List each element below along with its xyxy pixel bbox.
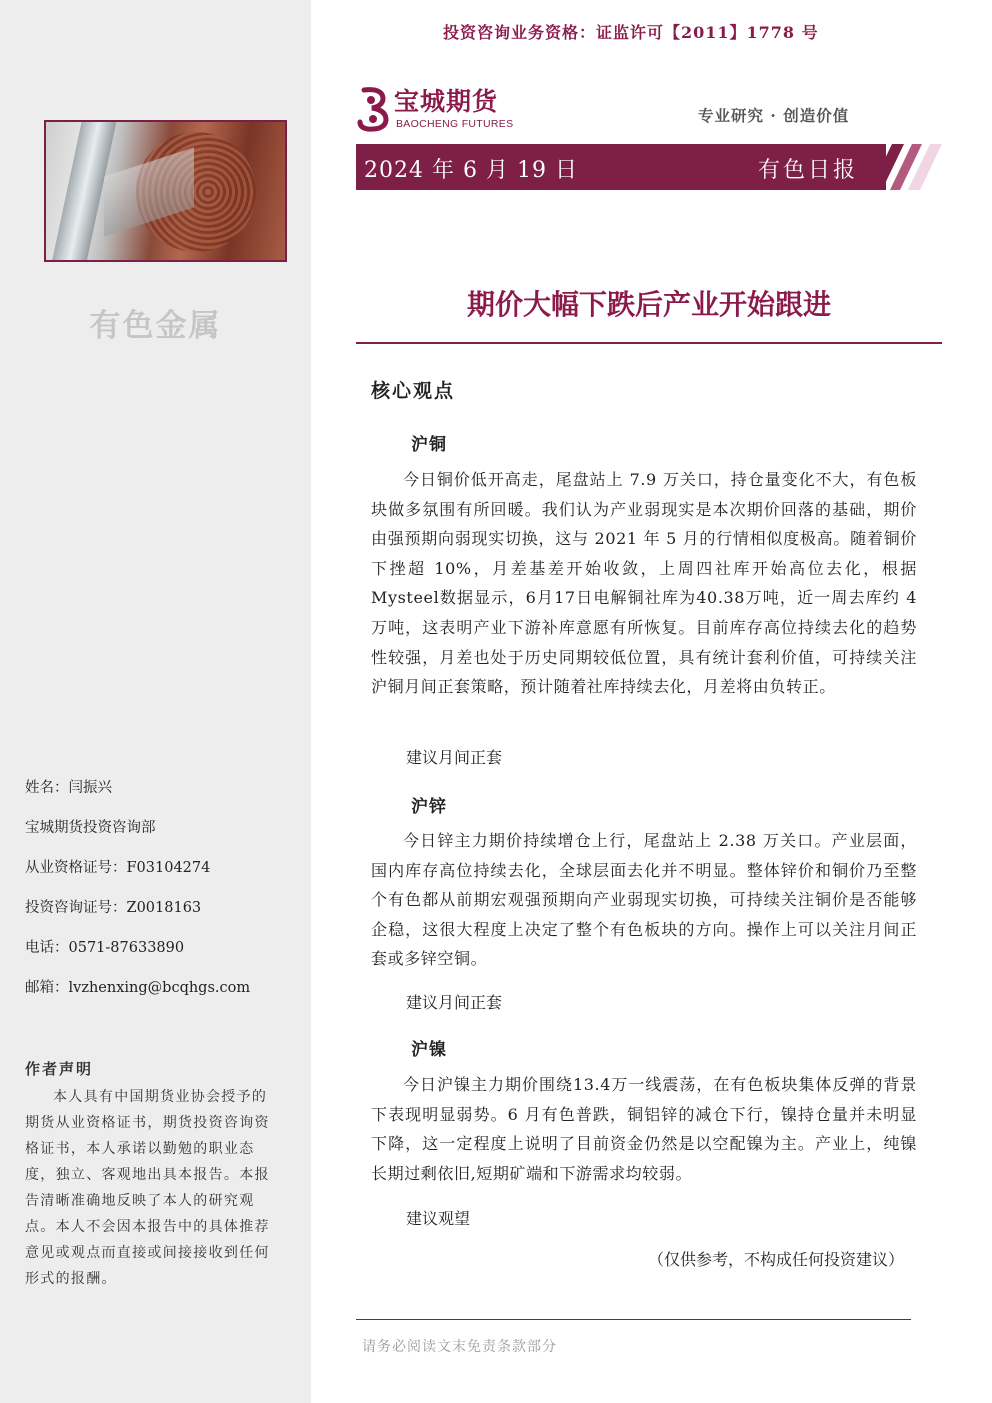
slogan: 专业研究 · 创造价值 xyxy=(698,106,850,125)
item-body-copper: 今日铜价低开高走，尾盘站上 7.9 万关口，持仓量变化不大，有色板块做多氛围有所回暖。我们认为产业弱现实是本次期价回落的基础，期价由强预期向弱现实切换，这与 2021 年 5 月的行情相似度极高。随着铜价下挫超 10%，月差基差开始收敛，上周四社库开始高位去化，根据Mysteel数据显示，6月17日电解铜社库为40.38万吨，近一周去库约 4 万吨，这表明产业下游补库意愿有所恢复。目前库存高位持续去化的趋势性较强，月差也处于历史同期较低位置，具有统计套利价值，可持续关注沪铜月间正套策略，预计随着社库持续去化，月差将由负转正。 xyxy=(371,470,917,697)
logo-mark-icon xyxy=(356,86,392,132)
item-body-zinc: 今日锌主力期价持续增仓上行，尾盘站上 2.38 万关口。产业层面，国内库存高位持续去化，全球层面去化并不明显。整体锌价和铜价乃至整个有色都从前期宏观强预期向产业弱现实切换，可持续关注铜价是否能够企稳，这很大程度上决定了整个有色板块的方向。操作上可以关注月间正套或多锌空铜。 xyxy=(371,831,917,969)
declaration-body: 本人具有中国期货业协会授予的期货从业资格证书，期货投资咨询资格证书，本人承诺以勤勉的职业态度，独立、客观地出具本报告。本报告清晰准确地反映了本人的研究观点。本人不会因本报告中的具体推荐意见或观点而直接或间接接收到任何形式的报酬。 xyxy=(25,1089,270,1287)
author-email: 邮箱：lvzhenxing@bcqhgs.com xyxy=(25,980,251,996)
author-phone: 电话：0571-87633890 xyxy=(25,940,185,956)
disclaimer: （仅供参考，不构成任何投资建议） xyxy=(648,1250,905,1269)
item-title-copper: 沪铜 xyxy=(411,435,447,455)
declaration-title: 作者声明 xyxy=(25,1060,94,1078)
sidebar xyxy=(0,0,311,1403)
item-title-nickel: 沪镍 xyxy=(411,1040,447,1060)
report-date: 2024 年 6 月 19 日 xyxy=(364,158,578,183)
item-body-nickel: 今日沪镍主力期价围绕13.4万一线震荡，在有色板块集体反弹的背景下表现明显弱势。6 月有色普跌，铜铝锌的减仓下行，镍持仓量并未明显下降，这一定程度上说明了目前资金仍然是以空配镍为主。产业上，纯镍长期过剩依旧,短期矿端和下游需求均较弱。 xyxy=(371,1075,917,1183)
banner-stripes-decoration xyxy=(856,144,942,190)
author-info xyxy=(25,778,250,1018)
date-banner xyxy=(356,144,942,190)
author-consult-cert: 投资咨询证号：Z0018163 xyxy=(25,900,202,916)
author-name: 姓名：闫振兴 xyxy=(25,780,112,796)
logo-text-en: BAOCHENG FUTURES xyxy=(396,118,514,130)
item-advice-nickel: 建议观望 xyxy=(406,1209,471,1228)
company-logo xyxy=(356,86,526,132)
item-advice-zinc: 建议月间正套 xyxy=(406,993,503,1012)
item-advice-copper: 建议月间正套 xyxy=(406,748,503,767)
section-title: 核心观点 xyxy=(371,380,456,402)
report-type: 有色日报 xyxy=(758,158,859,183)
footer-note: 请务必阅读文末免责条款部分 xyxy=(362,1339,557,1355)
license-notice: 投资咨询业务资格：证监许可【2011】1778 号 xyxy=(443,23,819,42)
category-title: 有色金属 xyxy=(89,308,222,344)
logo-text-cn: 宝城期货 xyxy=(394,87,499,116)
report-title: 期价大幅下跌后产业开始跟进 xyxy=(466,288,831,321)
title-divider xyxy=(356,342,942,344)
footer-divider xyxy=(356,1319,911,1320)
author-dept: 宝城期货投资咨询部 xyxy=(25,820,156,836)
author-qualification: 从业资格证号：F03104274 xyxy=(25,860,211,876)
cover-image xyxy=(44,120,287,262)
item-title-zinc: 沪锌 xyxy=(411,797,447,817)
